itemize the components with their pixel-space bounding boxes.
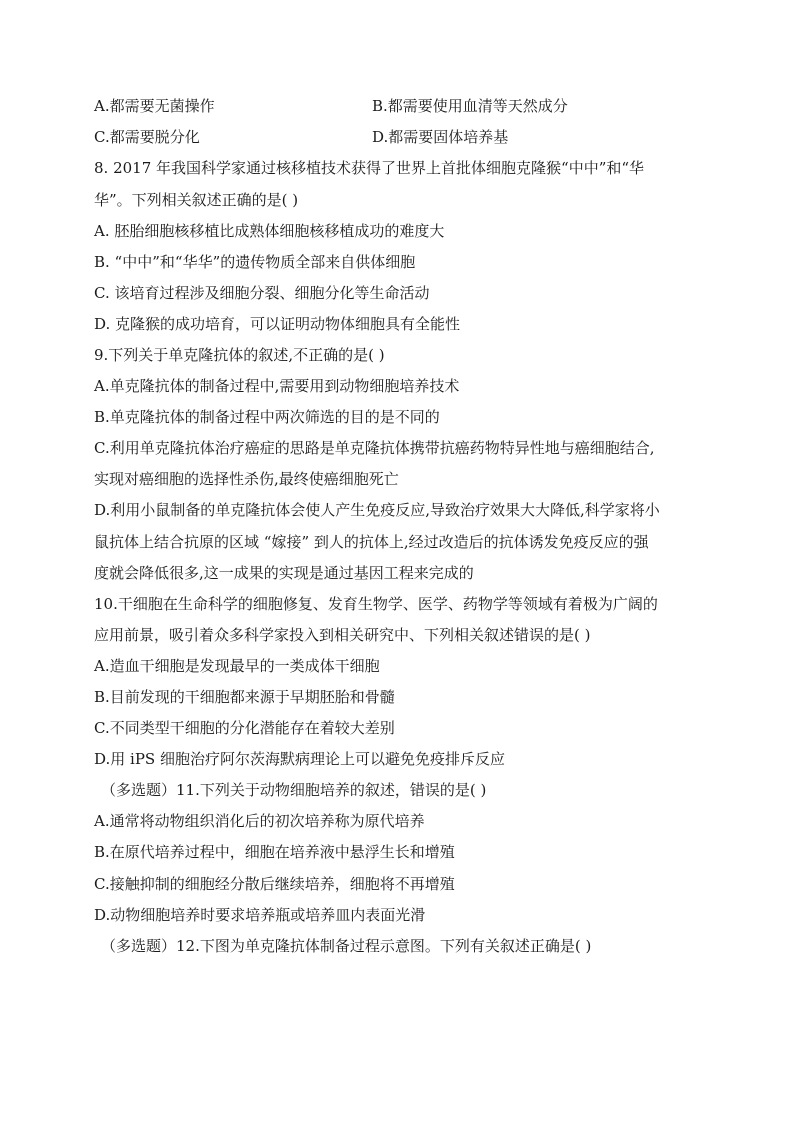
q9-option-c-line-1: C.利用单克隆抗体治疗癌症的思路是单克隆抗体携带抗癌药物特异性地与癌细胞结合, — [94, 439, 655, 457]
q9-stem: 9.下列关于单克隆抗体的叙述,不正确的是( ) — [94, 346, 385, 364]
q10-option-c: C.不同类型干细胞的分化潜能存在着较大差别 — [94, 719, 395, 737]
q11-stem: （多选题）11.下列关于动物细胞培养的叙述，错误的是( ) — [101, 781, 487, 799]
q11-option-c: C.接触抑制的细胞经分散后继续培养，细胞将不再增殖 — [94, 875, 455, 893]
q9-option-c-line-2: 实现对癌细胞的选择性杀伤,最终使癌细胞死亡 — [94, 470, 399, 488]
q8-option-a: A. 胚胎细胞核移植比成熟体细胞核移植成功的难度大 — [94, 222, 445, 240]
q10-option-b: B.目前发现的干细胞都来源于早期胚胎和骨髓 — [94, 688, 395, 706]
q8-stem-line-2: 华”。下列相关叙述正确的是( ) — [94, 191, 299, 209]
q7-option-c: C.都需要脱分化 — [94, 128, 200, 146]
q9-option-d-line-2: 鼠抗体上结合抗原的区域 “嫁接” 到人的抗体上,经过改造后的抗体诱发免疫反应的强 — [94, 533, 649, 551]
q9-option-d-line-1: D.利用小鼠制备的单克隆抗体会使人产生免疫反应,导致治疗效果大大降低,科学家将小 — [94, 501, 660, 519]
q7-options-row-1 — [94, 96, 714, 116]
q8-option-d: D. 克隆猴的成功培育，可以证明动物体细胞具有全能性 — [94, 315, 461, 333]
q9-option-d-line-3: 度就会降低很多,这一成果的实现是通过基因工程来完成的 — [94, 564, 474, 582]
q7-option-d: D.都需要固体培养基 — [372, 128, 509, 146]
q8-option-c: C. 该培育过程涉及细胞分裂、细胞分化等生命活动 — [94, 284, 430, 302]
q10-option-a: A.造血干细胞是发现最早的一类成体干细胞 — [94, 657, 380, 675]
q7-option-b: B.都需要使用血清等天然成分 — [372, 97, 568, 115]
q10-stem-line-2: 应用前景，吸引着众多科学家投入到相关研究中、下列相关叙述错误的是( ) — [94, 626, 591, 644]
q9-option-b: B.单克隆抗体的制备过程中两次筛选的目的是不同的 — [94, 408, 440, 426]
q7-options-row-2 — [94, 127, 714, 147]
q12-stem: （多选题）12.下图为单克隆抗体制备过程示意图。下列有关叙述正确是( ) — [101, 937, 592, 955]
q10-option-d: D.用 iPS 细胞治疗阿尔茨海默病理论上可以避免免疫排斥反应 — [94, 750, 505, 768]
q11-option-d: D.动物细胞培养时要求培养瓶或培养皿内表面光滑 — [94, 906, 426, 924]
q11-option-b: B.在原代培养过程中，细胞在培养液中悬浮生长和增殖 — [94, 843, 455, 861]
q8-stem-line-1: 8. 2017 年我国科学家通过核移植技术获得了世界上首批体细胞克隆猴“中中”和“华 — [94, 159, 645, 177]
q7-option-a: A.都需要无菌操作 — [94, 97, 215, 115]
q8-option-b: B. “中中”和“华华”的遗传物质全部来自供体细胞 — [94, 253, 416, 271]
q11-option-a: A.通常将动物组织消化后的初次培养称为原代培养 — [94, 812, 425, 830]
q10-stem-line-1: 10.干细胞在生命科学的细胞修复、发育生物学、医学、药物学等领域有着极为广阔的 — [94, 595, 658, 613]
q9-option-a: A.单克隆抗体的制备过程中,需要用到动物细胞培养技术 — [94, 377, 460, 395]
